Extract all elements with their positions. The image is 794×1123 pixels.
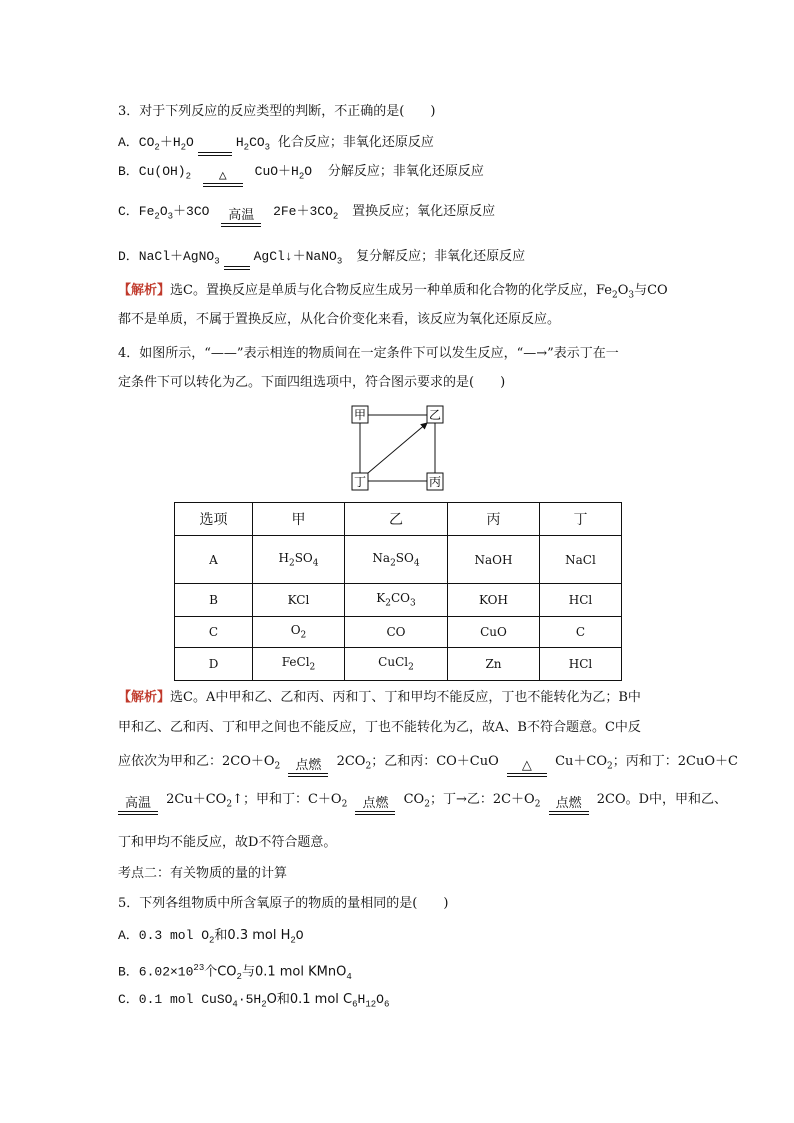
q4-analysis-line3: 应依次为甲和乙：$2CO+O_2$ 点燃 $2CO_2$；乙和丙：CO＋CuO △ $Cu+CO_2$；丙和丁：2CuO＋C	[118, 752, 738, 777]
cell-option: C	[175, 617, 253, 648]
cell-ding: HCl	[540, 584, 622, 617]
header-ding: 丁	[540, 503, 622, 536]
q4-analysis-line4: 高温 $2Cu+CO_2↑$；甲和丁：$C+O_2$ 点燃 $CO_2$；丁→乙：$2C+O_2$ 点燃 2CO。D中，甲和乙、	[118, 790, 727, 815]
q4-analysis-line5: 丁和甲均不能反应，故D不符合题意。	[118, 835, 337, 850]
cell-yi: $Na_2SO_4$	[345, 536, 448, 584]
cell-ding: NaCl	[540, 536, 622, 584]
cell-bing: KOH	[448, 584, 540, 617]
q5-stem: 5．下列各组物质中所含氧原子的物质的量相同的是( )	[118, 896, 449, 911]
reaction-diagram	[350, 403, 450, 493]
cell-ding: C	[540, 617, 622, 648]
node-bing: 丙	[428, 475, 442, 489]
q4-stem-line2: 定条件下可以转化为乙。下面四组选项中，符合图示要求的是( )	[118, 375, 506, 390]
q3-option-a: A．$CO_2+H_2O$ $H_2CO_3$ 化合反应；非氧化还原反应	[118, 133, 434, 158]
q3-option-d: D．NaCl＋AgNO$_3$ AgCl↓＋NaNO$_3$ 复分解反应；非氧化还原反应	[118, 247, 525, 272]
q4-analysis-line1: 【解析】选C。A中甲和乙、乙和丙、丙和丁、丁和甲均不能反应，丁也不能转化为乙；B中	[118, 690, 641, 705]
knowledge-point-heading: 考点二：有关物质的量的计算	[118, 866, 288, 881]
q5-option-a: A．0.3 mol $O_2$和0.3 mol $H_2O$	[118, 928, 304, 946]
header-yi: 乙	[345, 503, 448, 536]
header-bing: 丙	[448, 503, 540, 536]
q5-option-b: B．$6.02\times 10^{23}$个$CO_2$与0.1 mol KMnO$_4$	[118, 963, 352, 982]
cell-jia: FeCl$_2$	[253, 648, 345, 681]
header-option: 选项	[175, 503, 253, 536]
node-yi: 乙	[428, 408, 442, 422]
cell-option: B	[175, 584, 253, 617]
q3-analysis-line2: 都不是单质，不属于置换反应，从化合价变化来看，该反应为氧化还原反应。	[118, 312, 561, 327]
node-jia: 甲	[353, 408, 367, 422]
cell-bing: CuO	[448, 617, 540, 648]
cell-option: D	[175, 648, 253, 681]
node-ding: 丁	[353, 475, 367, 489]
table-row	[175, 648, 622, 681]
cell-yi: $K_2CO_3$	[345, 584, 448, 617]
table-row	[175, 536, 622, 584]
cell-jia: $H_2SO_4$	[253, 536, 345, 584]
q3-option-c: C．$Fe_2O_3+3CO$ 高温 $2Fe+3CO_2$ 置换反应；氧化还原反应	[118, 202, 495, 227]
q3-option-b: B．$Cu(OH)_2$ △ $CuO+H_2O$ 分解反应；非氧化还原反应	[118, 162, 484, 187]
q4-analysis-line2: 甲和乙、乙和丙、丁和甲之间也不能反应，丁也不能转化为乙，故A、B不符合题意。C中反	[118, 720, 641, 735]
table-row	[175, 584, 622, 617]
cell-option: A	[175, 536, 253, 584]
q5-option-c: C．0.1 mol $CuSO_4\cdot 5H_2O$和0.1 mol $C_6H_{12}O_6$	[118, 992, 390, 1010]
q3-stem: 3．对于下列反应的反应类型的判断，不正确的是( )	[118, 104, 436, 119]
cell-yi: CuCl$_2$	[345, 648, 448, 681]
cell-yi: CO	[345, 617, 448, 648]
cell-jia: KCl	[253, 584, 345, 617]
table-header-row	[175, 503, 622, 536]
header-jia: 甲	[253, 503, 345, 536]
cell-bing: NaOH	[448, 536, 540, 584]
q4-stem-line1: 4．如图所示，“——”表示相连的物质间在一定条件下可以发生反应，“—→”表示丁在一	[118, 346, 619, 361]
cell-bing: Zn	[448, 648, 540, 681]
options-table	[174, 502, 622, 681]
q3-analysis-line1: 【解析】选C。置换反应是单质与化合物反应生成另一种单质和化合物的化学反应，$Fe_2O_3$与CO	[118, 283, 668, 301]
table-row	[175, 617, 622, 648]
cell-ding: HCl	[540, 648, 622, 681]
arrow-ding-to-yi	[368, 423, 427, 473]
cell-jia: $O_2$	[253, 617, 345, 648]
